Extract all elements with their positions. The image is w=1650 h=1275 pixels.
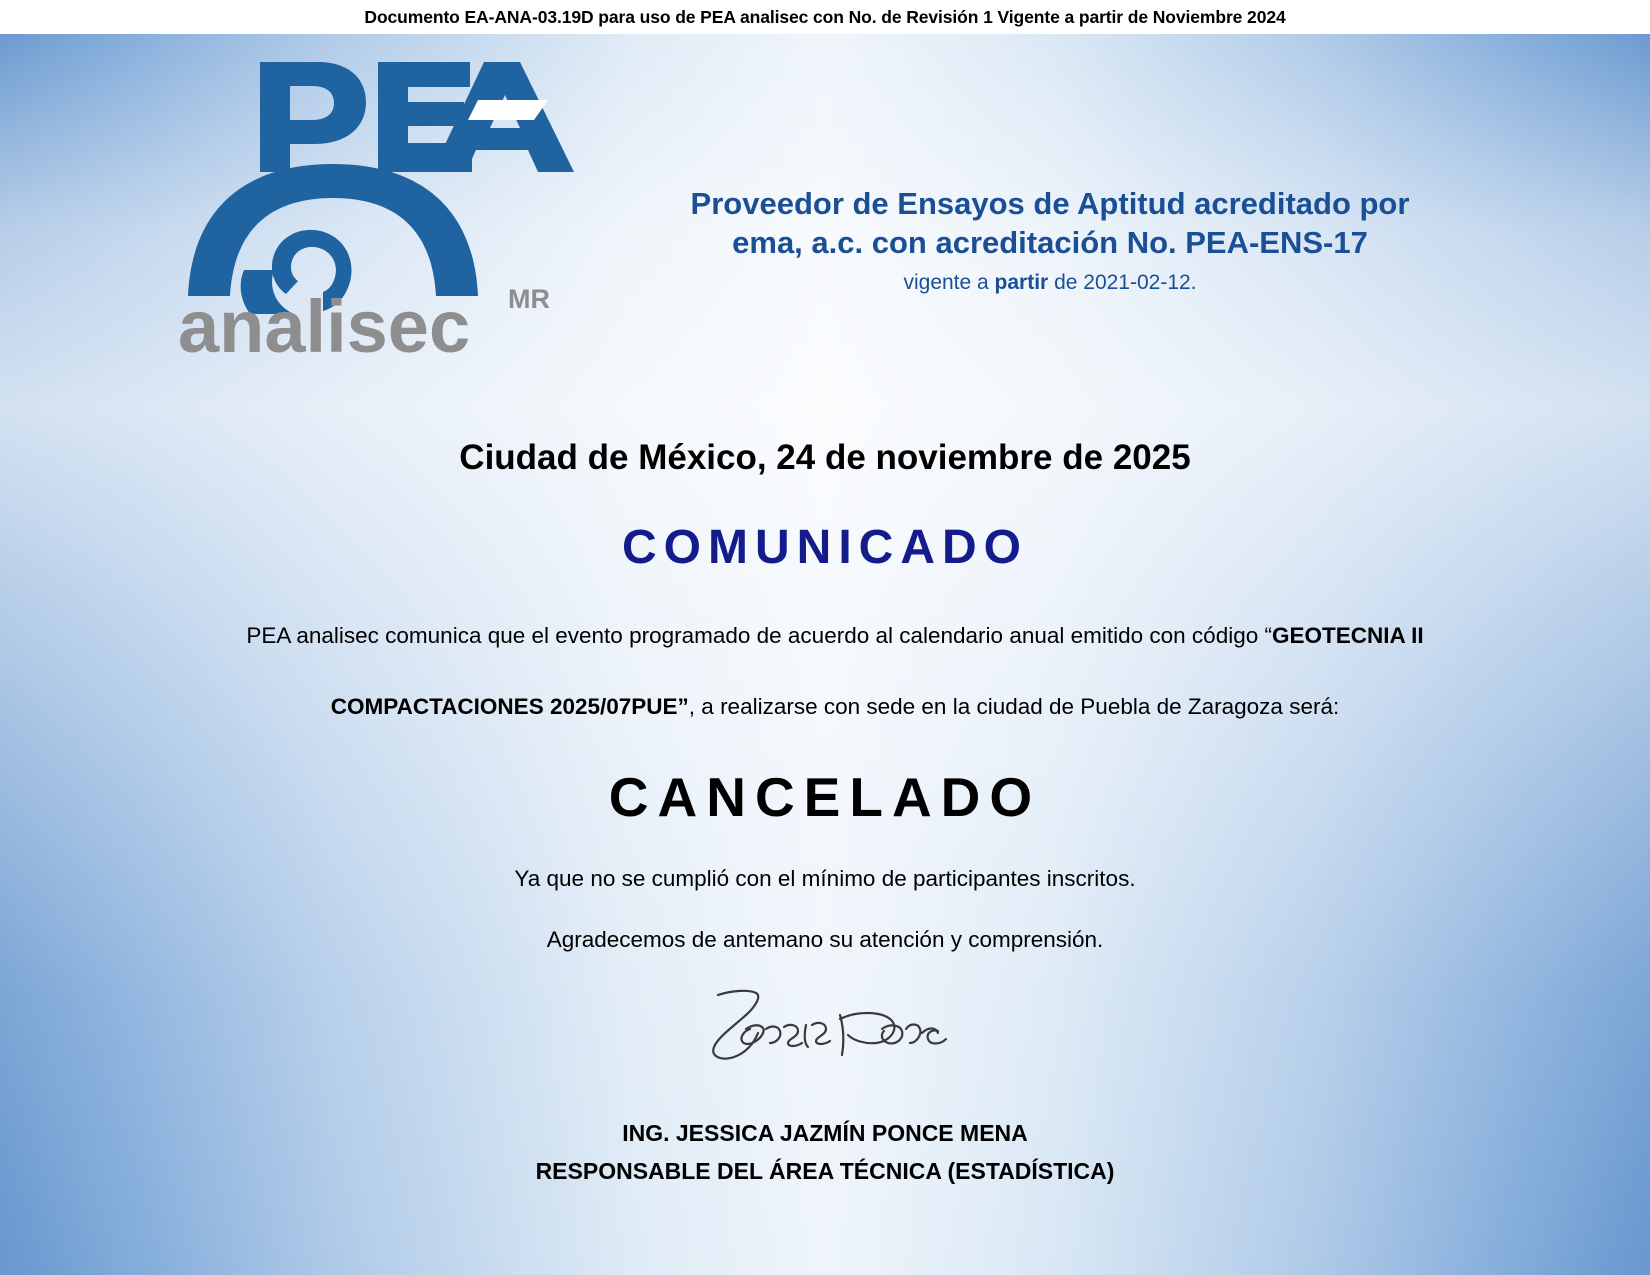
document-header-text: Documento EA-ANA-03.19D para uso de PEA analisec con No. de Revisión 1 Vigente a partir de Noviembre 2024 [364, 6, 1286, 27]
accreditation-validity [600, 271, 1500, 295]
accreditation-validity-bold: partir [994, 270, 1049, 294]
event-code-part-1: GEOTECNIA II [1271, 623, 1424, 648]
signer-name: ING. JESSICA JAZMÍN PONCE MENA [622, 1120, 1028, 1146]
event-code-part-2: COMPACTACIONES 2025/07PUE” [330, 694, 689, 719]
logo-trademark-label: MR [508, 284, 550, 314]
signature-image [700, 985, 960, 1080]
accreditation-validity-suffix: de 2021-02-12. [1048, 270, 1197, 294]
signer-role: RESPONSABLE DEL ÁREA TÉCNICA (ESTADÍSTICA) [535, 1158, 1115, 1184]
handwritten-signature-icon [700, 985, 960, 1080]
cancellation-reason: Ya que no se cumplió con el mínimo de participantes inscritos. [514, 866, 1136, 891]
notice-paragraph-line-2 [190, 693, 1480, 720]
accreditation-line-2: ema, a.c. con acreditación No. PEA-ENS-17 [732, 224, 1368, 260]
city-date: Ciudad de México, 24 de noviembre de 2025 [459, 438, 1191, 477]
svg-text:analisec: analisec [178, 285, 471, 356]
notice-paragraph-prefix: PEA analisec comunica que el evento programado de acuerdo al calendario anual emitido con código “ [246, 623, 1272, 648]
accreditation-validity-prefix: vigente a [903, 270, 995, 294]
notice-paragraph-suffix: , a realizarse con sede en la ciudad de Puebla de Zaragoza será: [688, 694, 1340, 719]
status-badge: CANCELADO [608, 766, 1042, 828]
accreditation-block [600, 185, 1500, 295]
closing-remark: Agradecemos de antemano su atención y comprensión. [546, 927, 1104, 952]
document-header [0, 0, 1650, 34]
pea-analisec-logo [178, 56, 578, 356]
page-title: COMUNICADO [622, 521, 1028, 574]
notice-paragraph-line-1 [190, 622, 1480, 649]
accreditation-line-1: Proveedor de Ensayos de Aptitud acreditado por [690, 186, 1410, 221]
